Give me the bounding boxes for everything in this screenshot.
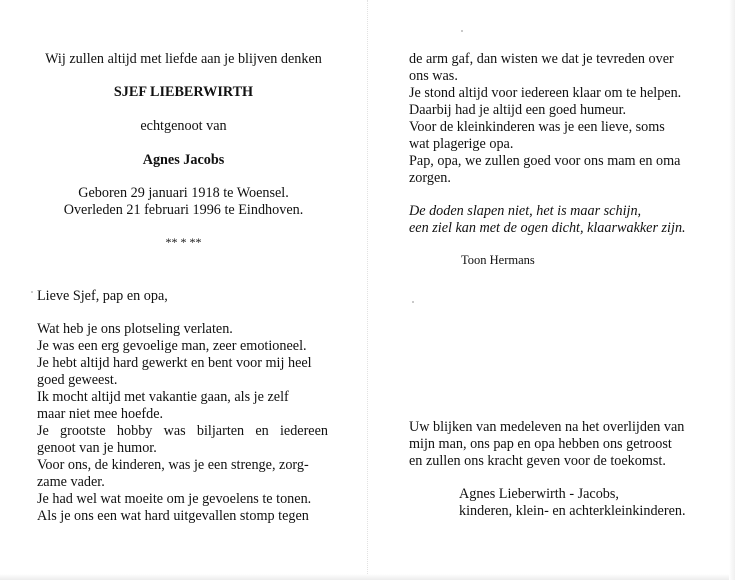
body-line: goed geweest. — [37, 372, 118, 388]
scan-speck — [461, 30, 463, 32]
body-line: zorgen. — [409, 170, 451, 186]
body-line: zame vader. — [37, 474, 105, 490]
scan-edge-right — [729, 0, 735, 580]
thanks-line: Uw blijken van medeleven na het overlijden van — [409, 419, 685, 435]
deceased-name: SJEF LIEBERWIRTH — [113, 84, 254, 100]
relation-line: echtgenoot van — [140, 118, 227, 134]
quote-author: Toon Hermans — [461, 253, 535, 267]
body-line: ons was. — [409, 68, 458, 84]
body-line: Je hebt altijd hard gewerkt en bent voor mij heel — [37, 355, 312, 371]
body-line: de arm gaf, dan wisten we dat je tevreden over — [409, 51, 674, 67]
quote-line: De doden slapen niet, het is maar schijn, — [409, 203, 642, 219]
body-line: Voor de kleinkinderen was je een lieve, soms — [409, 119, 665, 135]
body-line: Je grootste hobby was biljarten en iedereen — [37, 423, 328, 439]
thanks-line: mijn man, ons pap en opa hebben ons getroost — [409, 436, 672, 452]
scan-speck — [412, 301, 414, 303]
separator-stars: ** * ** — [165, 235, 202, 249]
body-line: Daarbij had je altijd een goed humeur. — [409, 102, 627, 118]
salutation: Lieve Sjef, pap en opa, — [37, 288, 168, 304]
body-line: Voor ons, de kinderen, was je een strenge, zorg- — [37, 457, 309, 473]
body-line: Pap, opa, we zullen goed voor ons mam en oma — [409, 153, 681, 169]
body-line: Als je ons een wat hard uitgevallen stomp tegen — [37, 508, 309, 524]
thanks-line: en zullen ons kracht geven voor de toekomst. — [409, 453, 666, 469]
birth-line: Geboren 29 januari 1918 te Woensel. — [78, 185, 289, 201]
body-line: genoot van je humor. — [37, 440, 157, 456]
quote-line: een ziel kan met de ogen dicht, klaarwakker zijn. — [409, 220, 686, 236]
death-line: Overleden 21 februari 1996 te Eindhoven. — [63, 202, 304, 218]
body-line: Wat heb je ons plotseling verlaten. — [37, 321, 233, 337]
scan-edge-bottom — [0, 574, 735, 580]
signature-line: kinderen, klein- en achterkleinkinderen. — [459, 503, 686, 519]
body-line: Ik mocht altijd met vakantie gaan, als je zelf — [37, 389, 289, 405]
body-line: maar niet mee hoefde. — [37, 406, 164, 422]
body-line: Je was een erg gevoelige man, zeer emotioneel. — [37, 338, 307, 354]
body-line: Je stond altijd voor iedereen klaar om te helpen. — [409, 85, 682, 101]
body-line: wat plagerige opa. — [409, 136, 514, 152]
body-line: Je had wel wat moeite om je gevoelens te tonen. — [37, 491, 312, 507]
scan-speck — [31, 291, 33, 293]
fold-line — [367, 0, 368, 580]
remembrance-line: Wij zullen altijd met liefde aan je blijven denken — [45, 51, 322, 67]
spouse-name: Agnes Jacobs — [142, 152, 225, 168]
signature-line: Agnes Lieberwirth - Jacobs, — [459, 486, 619, 502]
